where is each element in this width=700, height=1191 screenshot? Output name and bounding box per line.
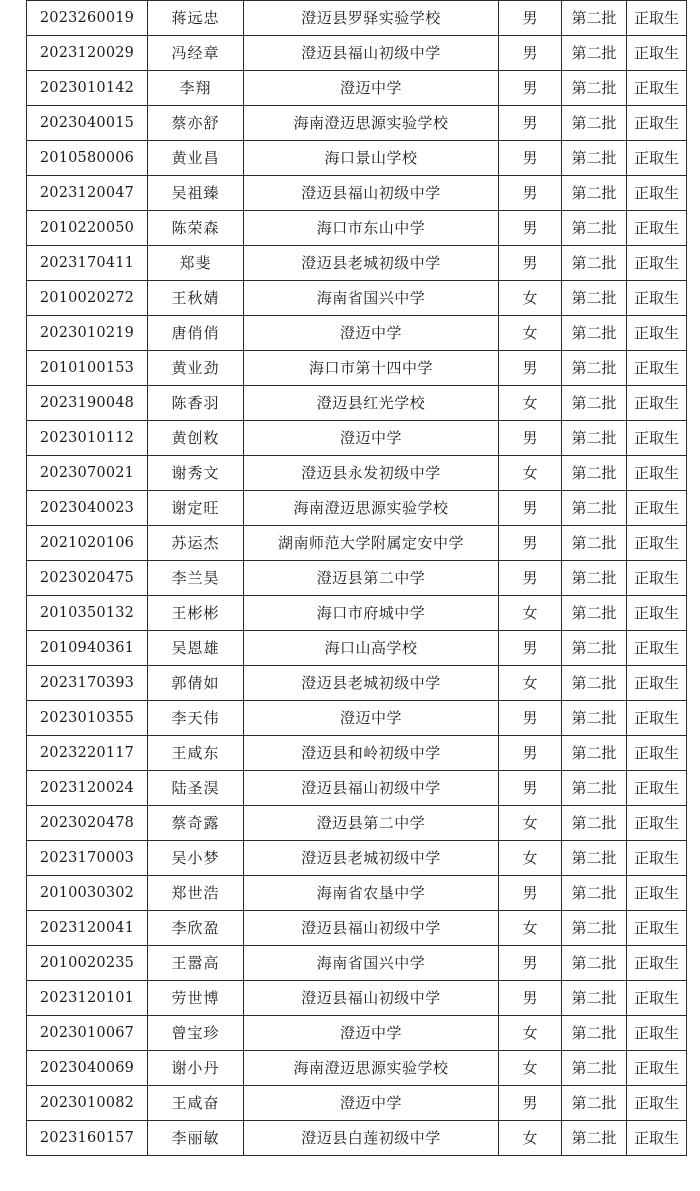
gender-cell: 男 bbox=[499, 106, 562, 141]
admission-status-cell: 正取生 bbox=[627, 946, 687, 981]
gender-cell: 女 bbox=[499, 386, 562, 421]
school-cell: 澄迈县福山初级中学 bbox=[244, 36, 499, 71]
exam-number-cell: 2023040023 bbox=[27, 491, 148, 526]
school-cell: 澄迈县老城初级中学 bbox=[244, 841, 499, 876]
school-cell: 澄迈中学 bbox=[244, 1086, 499, 1121]
table-row bbox=[27, 1, 687, 36]
gender-cell: 男 bbox=[499, 71, 562, 106]
gender-cell: 女 bbox=[499, 596, 562, 631]
exam-number-cell: 2010100153 bbox=[27, 351, 148, 386]
batch-cell: 第二批 bbox=[562, 316, 627, 351]
school-cell: 海口山高学校 bbox=[244, 631, 499, 666]
table-row bbox=[27, 911, 687, 946]
batch-cell: 第二批 bbox=[562, 1051, 627, 1086]
exam-number-cell: 2023010082 bbox=[27, 1086, 148, 1121]
table-row bbox=[27, 1121, 687, 1156]
table-row bbox=[27, 1051, 687, 1086]
student-name-cell: 郭倩如 bbox=[148, 666, 244, 701]
gender-cell: 男 bbox=[499, 421, 562, 456]
student-name-cell: 苏运杰 bbox=[148, 526, 244, 561]
school-cell: 海南省国兴中学 bbox=[244, 946, 499, 981]
batch-cell: 第二批 bbox=[562, 911, 627, 946]
table-row bbox=[27, 71, 687, 106]
batch-cell: 第二批 bbox=[562, 106, 627, 141]
batch-cell: 第二批 bbox=[562, 71, 627, 106]
batch-cell: 第二批 bbox=[562, 281, 627, 316]
admission-status-cell: 正取生 bbox=[627, 106, 687, 141]
admission-status-cell: 正取生 bbox=[627, 36, 687, 71]
school-cell: 海口市第十四中学 bbox=[244, 351, 499, 386]
exam-number-cell: 2023220117 bbox=[27, 736, 148, 771]
batch-cell: 第二批 bbox=[562, 876, 627, 911]
gender-cell: 男 bbox=[499, 561, 562, 596]
batch-cell: 第二批 bbox=[562, 666, 627, 701]
gender-cell: 男 bbox=[499, 211, 562, 246]
exam-number-cell: 2023010142 bbox=[27, 71, 148, 106]
student-name-cell: 李欣盈 bbox=[148, 911, 244, 946]
school-cell: 澄迈县老城初级中学 bbox=[244, 246, 499, 281]
batch-cell: 第二批 bbox=[562, 1, 627, 36]
school-cell: 澄迈县福山初级中学 bbox=[244, 981, 499, 1016]
student-name-cell: 唐俏俏 bbox=[148, 316, 244, 351]
table-row bbox=[27, 981, 687, 1016]
batch-cell: 第二批 bbox=[562, 491, 627, 526]
batch-cell: 第二批 bbox=[562, 1016, 627, 1051]
exam-number-cell: 2023120041 bbox=[27, 911, 148, 946]
table-row bbox=[27, 876, 687, 911]
admission-status-cell: 正取生 bbox=[627, 631, 687, 666]
exam-number-cell: 2023010067 bbox=[27, 1016, 148, 1051]
student-name-cell: 郑世浩 bbox=[148, 876, 244, 911]
school-cell: 澄迈县福山初级中学 bbox=[244, 771, 499, 806]
batch-cell: 第二批 bbox=[562, 386, 627, 421]
gender-cell: 女 bbox=[499, 911, 562, 946]
admission-status-cell: 正取生 bbox=[627, 1, 687, 36]
student-name-cell: 李天伟 bbox=[148, 701, 244, 736]
batch-cell: 第二批 bbox=[562, 701, 627, 736]
gender-cell: 男 bbox=[499, 351, 562, 386]
batch-cell: 第二批 bbox=[562, 141, 627, 176]
gender-cell: 女 bbox=[499, 806, 562, 841]
gender-cell: 男 bbox=[499, 701, 562, 736]
table-row bbox=[27, 596, 687, 631]
admission-status-cell: 正取生 bbox=[627, 246, 687, 281]
batch-cell: 第二批 bbox=[562, 806, 627, 841]
admission-status-cell: 正取生 bbox=[627, 1121, 687, 1156]
batch-cell: 第二批 bbox=[562, 841, 627, 876]
table-row bbox=[27, 36, 687, 71]
exam-number-cell: 2021020106 bbox=[27, 526, 148, 561]
school-cell: 海南澄迈思源实验学校 bbox=[244, 491, 499, 526]
admission-status-cell: 正取生 bbox=[627, 71, 687, 106]
exam-number-cell: 2023040069 bbox=[27, 1051, 148, 1086]
batch-cell: 第二批 bbox=[562, 211, 627, 246]
student-name-cell: 王秋婧 bbox=[148, 281, 244, 316]
school-cell: 海南省国兴中学 bbox=[244, 281, 499, 316]
school-cell: 澄迈中学 bbox=[244, 316, 499, 351]
exam-number-cell: 2023170393 bbox=[27, 666, 148, 701]
admission-status-cell: 正取生 bbox=[627, 1086, 687, 1121]
student-name-cell: 黄业昌 bbox=[148, 141, 244, 176]
exam-number-cell: 2023070021 bbox=[27, 456, 148, 491]
student-name-cell: 劳世博 bbox=[148, 981, 244, 1016]
school-cell: 海口景山学校 bbox=[244, 141, 499, 176]
school-cell: 海口市府城中学 bbox=[244, 596, 499, 631]
gender-cell: 男 bbox=[499, 141, 562, 176]
batch-cell: 第二批 bbox=[562, 246, 627, 281]
admission-list-body bbox=[27, 1, 687, 1156]
table-row bbox=[27, 421, 687, 456]
exam-number-cell: 2010220050 bbox=[27, 211, 148, 246]
school-cell: 海南省农垦中学 bbox=[244, 876, 499, 911]
exam-number-cell: 2023120024 bbox=[27, 771, 148, 806]
gender-cell: 男 bbox=[499, 771, 562, 806]
admission-status-cell: 正取生 bbox=[627, 316, 687, 351]
exam-number-cell: 2023120029 bbox=[27, 36, 148, 71]
admission-status-cell: 正取生 bbox=[627, 596, 687, 631]
admission-status-cell: 正取生 bbox=[627, 841, 687, 876]
school-cell: 澄迈县永发初级中学 bbox=[244, 456, 499, 491]
gender-cell: 男 bbox=[499, 946, 562, 981]
exam-number-cell: 2023160157 bbox=[27, 1121, 148, 1156]
batch-cell: 第二批 bbox=[562, 526, 627, 561]
gender-cell: 女 bbox=[499, 456, 562, 491]
exam-number-cell: 2010580006 bbox=[27, 141, 148, 176]
batch-cell: 第二批 bbox=[562, 561, 627, 596]
batch-cell: 第二批 bbox=[562, 421, 627, 456]
gender-cell: 男 bbox=[499, 246, 562, 281]
admission-status-cell: 正取生 bbox=[627, 701, 687, 736]
gender-cell: 女 bbox=[499, 281, 562, 316]
gender-cell: 男 bbox=[499, 491, 562, 526]
student-name-cell: 曾宝珍 bbox=[148, 1016, 244, 1051]
table-row bbox=[27, 281, 687, 316]
batch-cell: 第二批 bbox=[562, 1121, 627, 1156]
table-row bbox=[27, 806, 687, 841]
exam-number-cell: 2010030302 bbox=[27, 876, 148, 911]
table-row bbox=[27, 176, 687, 211]
batch-cell: 第二批 bbox=[562, 946, 627, 981]
table-row bbox=[27, 456, 687, 491]
exam-number-cell: 2023010112 bbox=[27, 421, 148, 456]
student-name-cell: 李翔 bbox=[148, 71, 244, 106]
gender-cell: 女 bbox=[499, 1121, 562, 1156]
exam-number-cell: 2010350132 bbox=[27, 596, 148, 631]
student-name-cell: 谢小丹 bbox=[148, 1051, 244, 1086]
student-name-cell: 黄业劲 bbox=[148, 351, 244, 386]
table-row bbox=[27, 561, 687, 596]
admission-status-cell: 正取生 bbox=[627, 1016, 687, 1051]
student-name-cell: 李丽敏 bbox=[148, 1121, 244, 1156]
gender-cell: 男 bbox=[499, 176, 562, 211]
school-cell: 澄迈中学 bbox=[244, 701, 499, 736]
admission-status-cell: 正取生 bbox=[627, 981, 687, 1016]
student-name-cell: 王嚣高 bbox=[148, 946, 244, 981]
school-cell: 澄迈县罗驿实验学校 bbox=[244, 1, 499, 36]
school-cell: 澄迈县老城初级中学 bbox=[244, 666, 499, 701]
student-name-cell: 王咸东 bbox=[148, 736, 244, 771]
exam-number-cell: 2023170411 bbox=[27, 246, 148, 281]
batch-cell: 第二批 bbox=[562, 981, 627, 1016]
table-row bbox=[27, 141, 687, 176]
gender-cell: 男 bbox=[499, 1086, 562, 1121]
gender-cell: 男 bbox=[499, 736, 562, 771]
admission-status-cell: 正取生 bbox=[627, 526, 687, 561]
table-row bbox=[27, 526, 687, 561]
admission-status-cell: 正取生 bbox=[627, 491, 687, 526]
table-row bbox=[27, 946, 687, 981]
student-name-cell: 陈香羽 bbox=[148, 386, 244, 421]
exam-number-cell: 2023010219 bbox=[27, 316, 148, 351]
school-cell: 湖南师范大学附属定安中学 bbox=[244, 526, 499, 561]
student-name-cell: 王咸奋 bbox=[148, 1086, 244, 1121]
exam-number-cell: 2023010355 bbox=[27, 701, 148, 736]
admission-status-cell: 正取生 bbox=[627, 911, 687, 946]
school-cell: 海南澄迈思源实验学校 bbox=[244, 1051, 499, 1086]
table-row bbox=[27, 316, 687, 351]
table-row bbox=[27, 1016, 687, 1051]
gender-cell: 男 bbox=[499, 631, 562, 666]
table-row bbox=[27, 211, 687, 246]
admission-status-cell: 正取生 bbox=[627, 386, 687, 421]
table-row bbox=[27, 771, 687, 806]
admission-status-cell: 正取生 bbox=[627, 211, 687, 246]
exam-number-cell: 2010940361 bbox=[27, 631, 148, 666]
table-row bbox=[27, 666, 687, 701]
student-name-cell: 蔡奇露 bbox=[148, 806, 244, 841]
gender-cell: 女 bbox=[499, 316, 562, 351]
student-name-cell: 冯经章 bbox=[148, 36, 244, 71]
table-row bbox=[27, 246, 687, 281]
exam-number-cell: 2010020272 bbox=[27, 281, 148, 316]
admission-status-cell: 正取生 bbox=[627, 456, 687, 491]
admission-status-cell: 正取生 bbox=[627, 281, 687, 316]
school-cell: 海口市东山中学 bbox=[244, 211, 499, 246]
exam-number-cell: 2023020478 bbox=[27, 806, 148, 841]
school-cell: 澄迈县第二中学 bbox=[244, 806, 499, 841]
student-name-cell: 王彬彬 bbox=[148, 596, 244, 631]
school-cell: 澄迈县第二中学 bbox=[244, 561, 499, 596]
batch-cell: 第二批 bbox=[562, 36, 627, 71]
batch-cell: 第二批 bbox=[562, 771, 627, 806]
admission-status-cell: 正取生 bbox=[627, 176, 687, 211]
student-name-cell: 李兰昊 bbox=[148, 561, 244, 596]
admission-status-cell: 正取生 bbox=[627, 666, 687, 701]
gender-cell: 男 bbox=[499, 526, 562, 561]
gender-cell: 女 bbox=[499, 1016, 562, 1051]
student-name-cell: 谢秀文 bbox=[148, 456, 244, 491]
admission-status-cell: 正取生 bbox=[627, 806, 687, 841]
admission-status-cell: 正取生 bbox=[627, 771, 687, 806]
admission-status-cell: 正取生 bbox=[627, 1051, 687, 1086]
student-name-cell: 陈荣森 bbox=[148, 211, 244, 246]
gender-cell: 男 bbox=[499, 36, 562, 71]
gender-cell: 女 bbox=[499, 666, 562, 701]
table-row bbox=[27, 491, 687, 526]
table-row bbox=[27, 106, 687, 141]
school-cell: 澄迈县福山初级中学 bbox=[244, 911, 499, 946]
exam-number-cell: 2023190048 bbox=[27, 386, 148, 421]
student-name-cell: 吴祖臻 bbox=[148, 176, 244, 211]
table-row bbox=[27, 631, 687, 666]
batch-cell: 第二批 bbox=[562, 456, 627, 491]
gender-cell: 男 bbox=[499, 1, 562, 36]
school-cell: 澄迈中学 bbox=[244, 1016, 499, 1051]
school-cell: 澄迈县福山初级中学 bbox=[244, 176, 499, 211]
student-name-cell: 陆圣淏 bbox=[148, 771, 244, 806]
batch-cell: 第二批 bbox=[562, 631, 627, 666]
gender-cell: 男 bbox=[499, 981, 562, 1016]
batch-cell: 第二批 bbox=[562, 1086, 627, 1121]
admission-status-cell: 正取生 bbox=[627, 421, 687, 456]
admission-status-cell: 正取生 bbox=[627, 736, 687, 771]
student-name-cell: 吴恩雄 bbox=[148, 631, 244, 666]
student-name-cell: 郑斐 bbox=[148, 246, 244, 281]
exam-number-cell: 2023120047 bbox=[27, 176, 148, 211]
student-name-cell: 吴小梦 bbox=[148, 841, 244, 876]
school-cell: 澄迈中学 bbox=[244, 421, 499, 456]
student-name-cell: 蔡亦舒 bbox=[148, 106, 244, 141]
batch-cell: 第二批 bbox=[562, 596, 627, 631]
admission-status-cell: 正取生 bbox=[627, 876, 687, 911]
exam-number-cell: 2023120101 bbox=[27, 981, 148, 1016]
admission-status-cell: 正取生 bbox=[627, 561, 687, 596]
school-cell: 澄迈县和岭初级中学 bbox=[244, 736, 499, 771]
batch-cell: 第二批 bbox=[562, 736, 627, 771]
table-row bbox=[27, 701, 687, 736]
admission-status-cell: 正取生 bbox=[627, 141, 687, 176]
exam-number-cell: 2023040015 bbox=[27, 106, 148, 141]
school-cell: 澄迈县红光学校 bbox=[244, 386, 499, 421]
table-row bbox=[27, 841, 687, 876]
school-cell: 澄迈县白莲初级中学 bbox=[244, 1121, 499, 1156]
student-name-cell: 谢定旺 bbox=[148, 491, 244, 526]
exam-number-cell: 2023020475 bbox=[27, 561, 148, 596]
table-row bbox=[27, 386, 687, 421]
exam-number-cell: 2023260019 bbox=[27, 1, 148, 36]
batch-cell: 第二批 bbox=[562, 176, 627, 211]
student-name-cell: 蒋远忠 bbox=[148, 1, 244, 36]
table-row bbox=[27, 351, 687, 386]
gender-cell: 女 bbox=[499, 841, 562, 876]
student-name-cell: 黄创敉 bbox=[148, 421, 244, 456]
school-cell: 海南澄迈思源实验学校 bbox=[244, 106, 499, 141]
gender-cell: 女 bbox=[499, 1051, 562, 1086]
gender-cell: 男 bbox=[499, 876, 562, 911]
exam-number-cell: 2023170003 bbox=[27, 841, 148, 876]
admission-status-cell: 正取生 bbox=[627, 351, 687, 386]
exam-number-cell: 2010020235 bbox=[27, 946, 148, 981]
table-row bbox=[27, 1086, 687, 1121]
school-cell: 澄迈中学 bbox=[244, 71, 499, 106]
batch-cell: 第二批 bbox=[562, 351, 627, 386]
table-row bbox=[27, 736, 687, 771]
admission-list-table bbox=[26, 0, 687, 1156]
